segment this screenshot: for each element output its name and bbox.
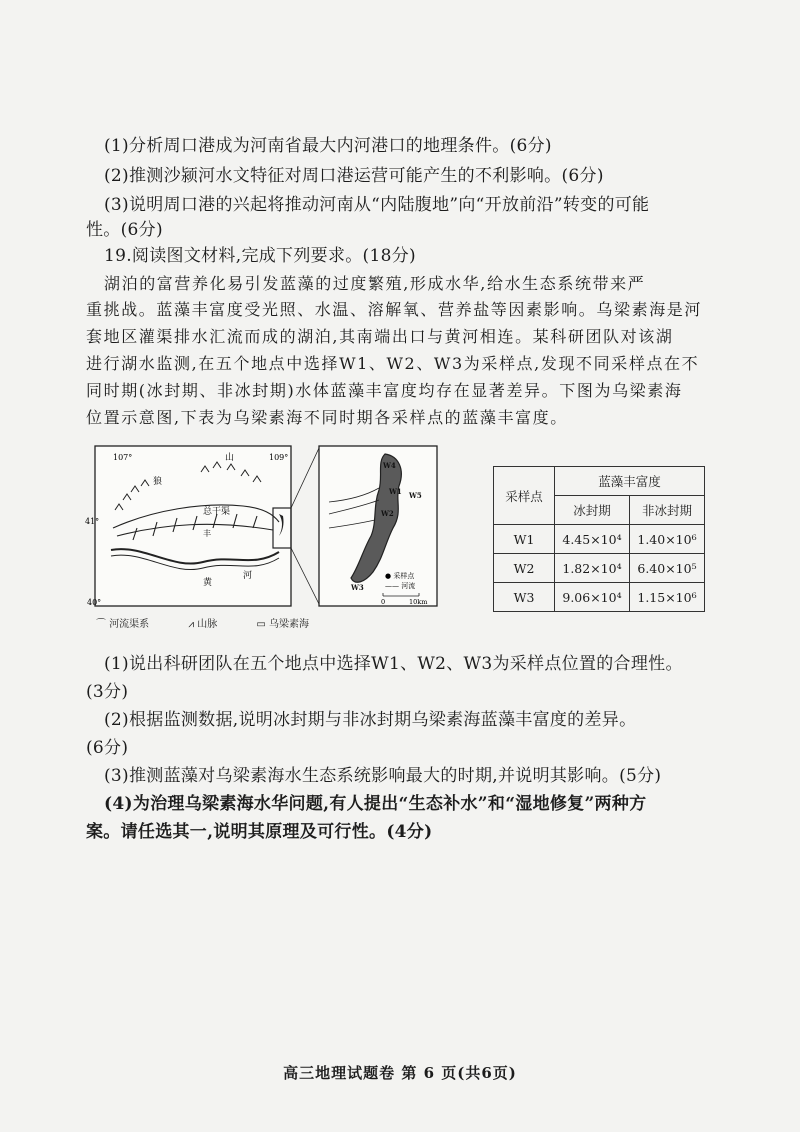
table-row [494,554,705,583]
question-19-2-cont: (6分) [86,738,129,758]
question-19-1-cont: (3分) [86,682,129,702]
cell-nonice: 1.40×10⁶ [630,525,705,554]
cell-ice: 4.45×10⁴ [555,525,630,554]
zoom-connector [291,448,319,604]
lon-label-right: 109° [269,453,289,462]
table-row [494,583,705,612]
table-row [494,525,705,554]
passage-line: 湖泊的富营养化易引发蓝藻的过度繁殖,形成水华,给水生态系统带来严 [104,274,646,293]
cell-nonice: 1.15×10⁶ [630,583,705,612]
lat-label-bottom: 40° [87,598,102,607]
canal-label-2: 丰 [203,529,211,538]
location-map [85,440,441,626]
lon-label-left: 107° [113,453,133,462]
col-group-header: 蓝藻丰富度 [555,467,705,496]
question-19-4-cont: 案。请任选其一,说明其原理及可行性。(4分) [86,822,433,842]
inset-legend-point: ● 采样点 [385,572,415,580]
passage-line: 同时期(冰封期、非冰封期)水体蓝藻丰富度均存在显著差异。下图为乌梁素海 [86,381,683,400]
question-19-1: (1)说出科研团队在五个地点中选择W1、W2、W3为采样点位置的合理性。 [104,654,683,674]
scale-zero: 0 [381,598,386,606]
passage-line: 套地区灌渠排水汇流而成的湖泊,其南端出口与黄河相连。某科研团队对该湖 [86,327,674,346]
river-label-2: 河 [243,571,253,581]
site-w2: W2 [381,509,394,518]
col-nonice-header: 非冰封期 [630,496,705,525]
inset-legend-river: —— 河流 [385,582,416,590]
river-label: 黄 [203,578,213,588]
cell-site: W2 [494,554,555,583]
question-19-4: (4)为治理乌梁素海水华问题,有人提出“生态补水”和“湿地修复”两种方 [104,794,647,814]
cell-ice: 1.82×10⁴ [555,554,630,583]
col-site-header: 采样点 [494,467,555,525]
question-19-3: (3)推测蓝藻对乌梁素海水生态系统影响最大的时期,并说明其影响。(5分) [104,766,662,786]
map-legend [96,615,345,630]
site-w1: W1 [389,487,402,496]
legend-mountain: ⩘ 山脉 [188,619,218,630]
question-18-3-cont: 性。(6分) [86,220,163,240]
scale-end: 10km [409,598,428,606]
question-18-3: (3)说明周口港的兴起将推动河南从“内陆腹地”向“开放前沿”转变的可能 [104,195,650,215]
cell-site: W1 [494,525,555,554]
legend-canal-label: 河流渠系 [109,619,150,630]
mountain-label-2: 狼 [153,477,163,487]
legend-lake: ▭ 乌梁素海 [256,619,310,630]
legend-canal: ⌒ 河流渠系 [96,619,150,630]
legend-lake-label: 乌梁素海 [269,619,310,630]
lat-label-top: 41° [85,517,100,526]
legend-mountain-label: 山脉 [197,619,218,630]
canal-label: 总干渠 [203,507,231,517]
site-w3: W3 [351,583,364,592]
question-18-2: (2)推测沙颍河水文特征对周口港运营可能产生的不利影响。(6分) [104,166,604,186]
passage-line: 位置示意图,下表为乌梁素海不同时期各采样点的蓝藻丰富度。 [86,408,568,427]
main-map-frame [95,446,291,606]
mountain-label: 山 [225,453,235,463]
question-19-header: 19.阅读图文材料,完成下列要求。(18分) [104,246,416,266]
question-19-2: (2)根据监测数据,说明冰封期与非冰封期乌梁素海蓝藻丰富度的差异。 [104,710,637,730]
cell-nonice: 6.40×10⁵ [630,554,705,583]
site-w5: W5 [409,491,422,500]
cyanobacteria-table [493,466,705,612]
cell-ice: 9.06×10⁴ [555,583,630,612]
page-footer: 高三地理试题卷 第 6 页(共6页) [283,1064,517,1082]
cell-site: W3 [494,583,555,612]
question-18-1: (1)分析周口港成为河南省最大内河港口的地理条件。(6分) [104,136,552,156]
passage-line: 进行湖水监测,在五个地点中选择W1、W2、W3为采样点,发现不同采样点在不 [86,354,700,373]
site-w4: W4 [383,461,396,470]
col-ice-header: 冰封期 [555,496,630,525]
passage-line: 重挑战。蓝藻丰富度受光照、水温、溶解氧、营养盐等因素影响。乌梁素海是河 [86,300,703,319]
